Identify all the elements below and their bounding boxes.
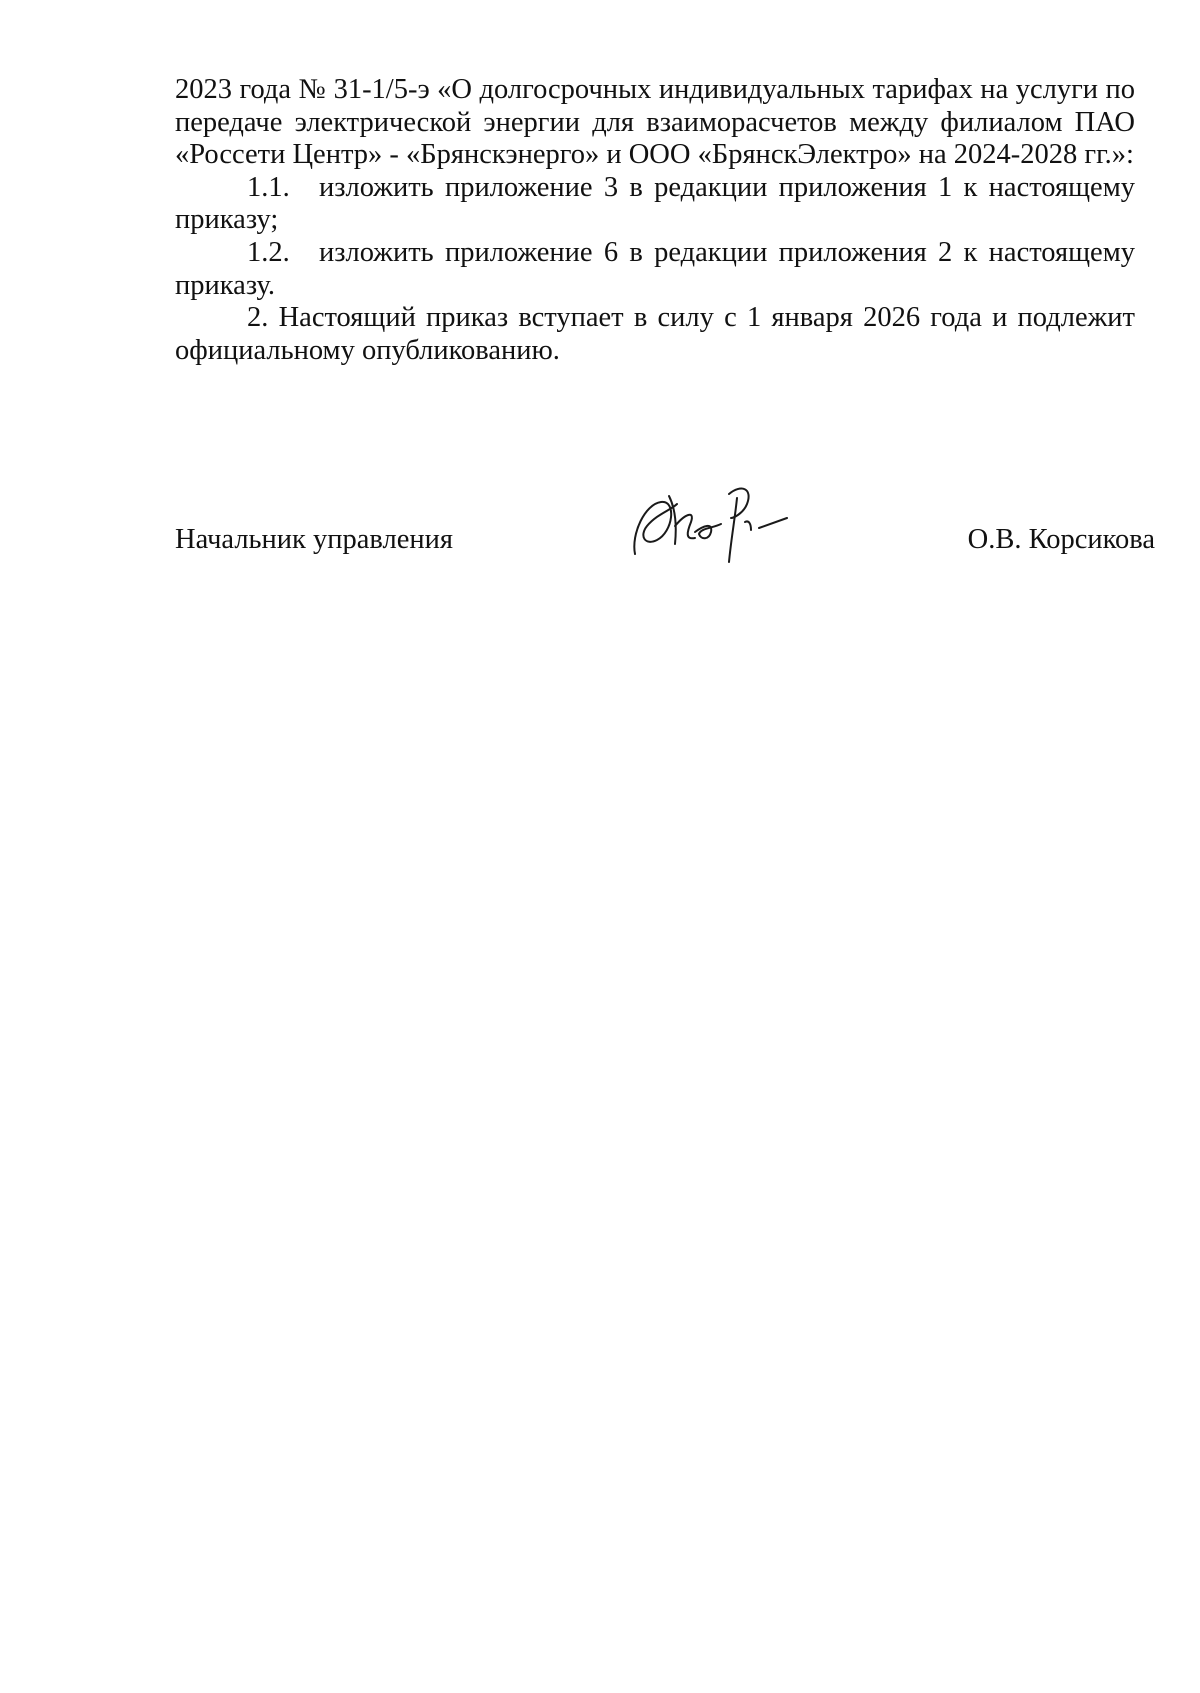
item-2-paragraph: 2. Настоящий приказ вступает в силу с 1 января 2026 года и подлежит официальному опубликованию.: [175, 302, 1135, 366]
signer-title: Начальник управления: [175, 524, 453, 555]
item-1-2-text: изложить приложение 6 в редакции приложения 2 к настоящему приказу.: [175, 236, 1135, 301]
item-1-1-paragraph: [175, 172, 1135, 237]
item-1-2-paragraph: [175, 237, 1135, 302]
document-body: [175, 74, 1135, 367]
item-1-1-text: изложить приложение 3 в редакции приложения 1 к настоящему приказу;: [175, 171, 1135, 236]
handwritten-signature: [625, 474, 815, 569]
item-1-1-number: 1.1.: [247, 171, 290, 203]
signer-name: О.В. Корсикова: [967, 524, 1155, 555]
item-1-2-number: 1.2.: [247, 236, 290, 268]
intro-paragraph: 2023 года № 31-1/5-э «О долгосрочных индивидуальных тарифах на услуги по передаче электрической энергии для взаиморасчетов между филиалом ПАО «Россети Центр» - «Брянскэнерго» и ООО «БрянскЭлектро» на 2024-2028 гг.»:: [175, 74, 1135, 171]
